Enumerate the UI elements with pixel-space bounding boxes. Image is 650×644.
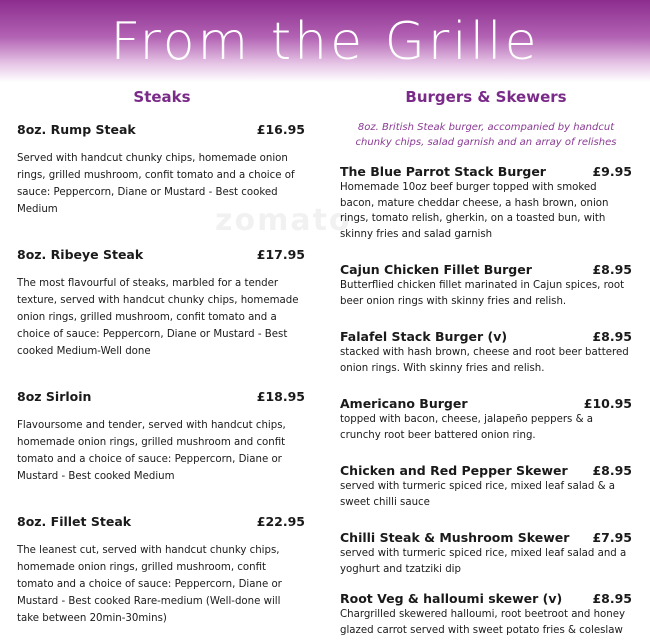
item-price: £9.95 — [592, 164, 632, 179]
menu-item-americano-burger — [340, 396, 632, 443]
page-title: From the Grille — [110, 12, 540, 72]
item-name: The Blue Parrot Stack Burger — [340, 164, 546, 179]
item-price: £8.95 — [592, 591, 632, 606]
menu-item-falafel-burger — [340, 329, 632, 376]
item-price: £8.95 — [592, 329, 632, 344]
item-price: £16.95 — [256, 122, 305, 137]
menu-item-chilli-steak-skewer — [340, 530, 632, 577]
steaks-heading: Steaks — [133, 88, 191, 106]
header-banner — [0, 0, 650, 82]
item-description: served with turmeric spiced rice, mixed leaf salad & a sweet chilli sauce — [340, 481, 616, 508]
item-name: Root Veg & halloumi skewer (v) — [340, 591, 563, 606]
item-name: 8oz. Rump Steak — [17, 122, 136, 137]
item-price: £7.95 — [592, 530, 632, 545]
item-name: 8oz. Fillet Steak — [17, 514, 132, 529]
menu-item-root-veg-halloumi-skewer — [340, 591, 632, 638]
item-description: The most flavourful of steaks, marbled for a tender texture, served with handcut chunky chips, homemade onion rings, grilled mushroom, confit tomato and a choice of sauce: Peppercorn, Diane or Mustard - Best cooked Medium-Well done — [17, 278, 299, 357]
watermark: zomato — [215, 203, 352, 238]
menu-item-ribeye-steak — [17, 247, 305, 360]
item-price: £8.95 — [592, 262, 632, 277]
burgers-intro: 8oz. British Steak burger, accompanied by handcut chunky chips, salad garnish and an array of relishes — [355, 122, 617, 148]
item-description: served with turmeric spiced rice, mixed leaf salad and a yoghurt and tzatziki dip — [340, 548, 627, 575]
menu-item-cajun-chicken-burger — [340, 262, 632, 309]
item-name: 8oz Sirloin — [17, 389, 92, 404]
menu-item-blue-parrot-burger — [340, 164, 632, 242]
item-description: Chargrilled skewered halloumi, root beetroot and honey glazed carrot served with sweet potato fries & coleslaw — [340, 609, 626, 636]
item-price: £18.95 — [256, 389, 305, 404]
item-description: The leanest cut, served with handcut chunky chips, homemade onion rings, grilled mushroom, confit tomato and a choice of sauce: Peppercorn, Diane or Mustard - Best cooked Rare-medium (Well-done will take between 20min-30mins) — [17, 545, 282, 624]
item-price: £17.95 — [256, 247, 305, 262]
item-description: stacked with hash brown, cheese and root beer battered onion rings. With skinny fries and relish. — [340, 347, 629, 374]
item-description: Butterflied chicken fillet marinated in Cajun spices, root beer onion rings with skinny fries and relish. — [340, 280, 625, 307]
item-name: Americano Burger — [340, 396, 468, 411]
item-name: Chicken and Red Pepper Skewer — [340, 463, 568, 478]
burgers-heading: Burgers & Skewers — [405, 88, 567, 106]
burgers-section — [340, 84, 632, 636]
item-name: Cajun Chicken Fillet Burger — [340, 262, 532, 277]
item-name: Chilli Steak & Mushroom Skewer — [340, 530, 570, 545]
item-price: £10.95 — [583, 396, 632, 411]
item-description: topped with bacon, cheese, jalapeño peppers & a crunchy root beer battered onion ring. — [340, 414, 594, 441]
item-description: Flavoursome and tender, served with handcut chips, homemade onion rings, grilled mushroom and confit tomato and a choice of sauce: Peppercorn, Diane or Mustard - Best cooked Medium — [17, 420, 286, 482]
menu-item-chicken-pepper-skewer — [340, 463, 632, 510]
item-description: Served with handcut chunky chips, homemade onion rings, grilled mushroom, confit tomato and a choice of sauce: Peppercorn, Diane or Mustard - Best cooked Medium — [17, 153, 295, 215]
menu-item-sirloin — [17, 389, 305, 485]
item-price: £22.95 — [256, 514, 305, 529]
item-description: Homemade 10oz beef burger topped with smoked bacon, mature cheddar cheese, a hash brown, onion rings, tomato relish, gherkin, on a toasted bun, with skinny fries and salad garnish — [340, 182, 609, 240]
item-name: 8oz. Ribeye Steak — [17, 247, 144, 262]
menu-item-rump-steak — [17, 122, 305, 218]
item-name: Falafel Stack Burger (v) — [340, 329, 508, 344]
menu-item-fillet-steak — [17, 514, 305, 627]
item-price: £8.95 — [592, 463, 632, 478]
